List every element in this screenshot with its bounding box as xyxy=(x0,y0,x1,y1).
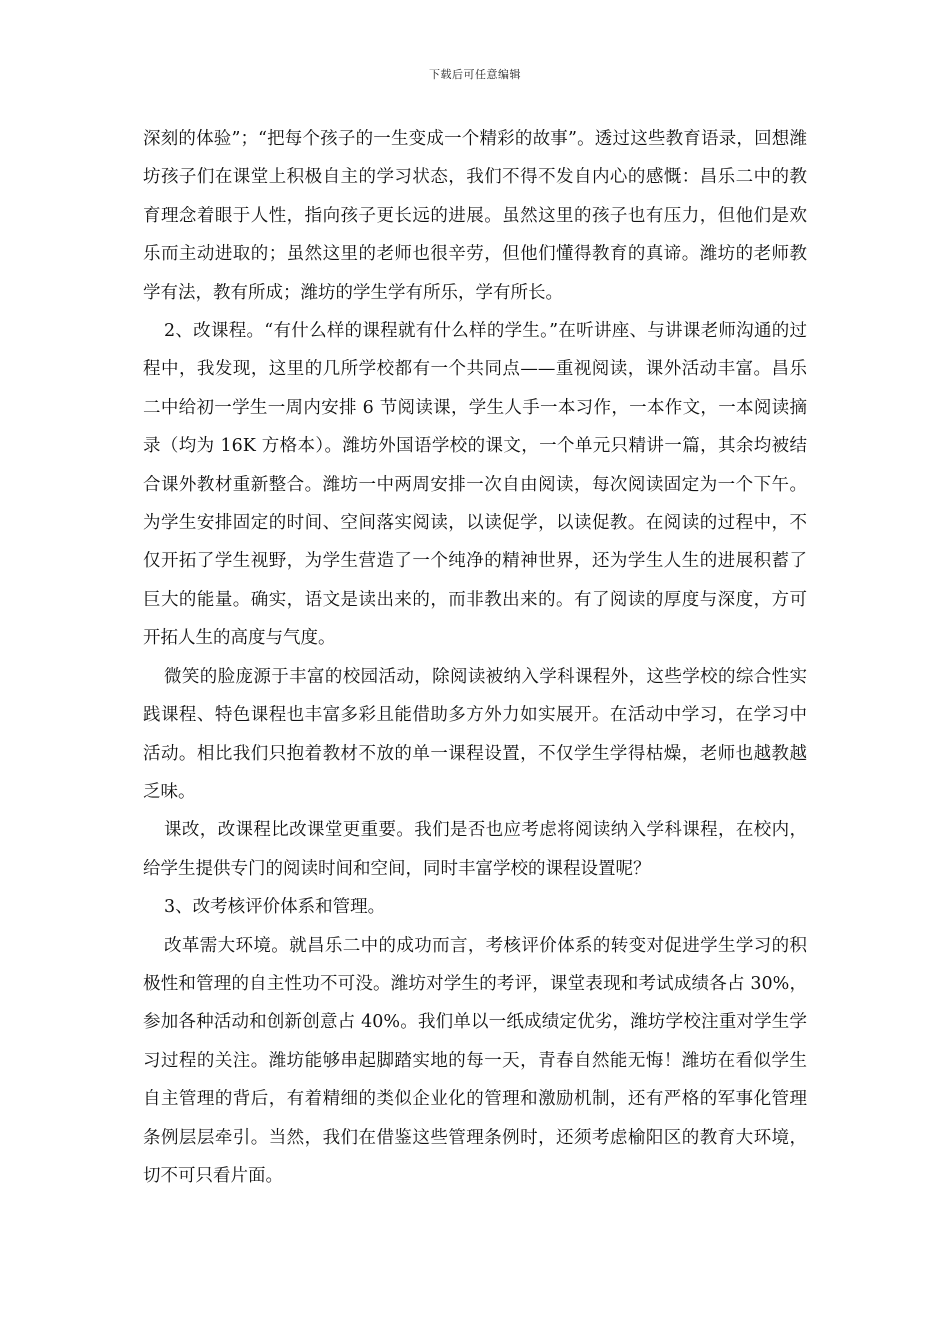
document-body xyxy=(143,120,807,1195)
paragraph-evaluation: 改革需大环境。就昌乐二中的成功而言，考核评价体系的转变对促进学生学习的积极性和管理的自主性功不可没。潍坊对学生的考评，课堂表现和考试成绩各占 30%，参加各种活动和创新创意占 40%。我们单以一纸成绩定优劣，潍坊学校注重对学生学习过程的关注。潍坊能够串起脚踏实地的每一天，青春自然能无悔！潍坊在看似学生自主管理的背后，有着精细的类似企业化的管理和激励机制，还有严格的军事化管理条例层层牵引。当然，我们在借鉴这些管理条例时，还须考虑榆阳区的教育大环境，切不可只看片面。 xyxy=(143,935,807,1186)
paragraph-curriculum: 2、改课程。“有什么样的课程就有什么样的学生。”在听讲座、与讲课老师沟通的过程中，我发现，这里的几所学校都有一个共同点——重视阅读，课外活动丰富。昌乐二中给初一学生一周内安排 6 节阅读课，学生人手一本习作，一本作文，一本阅读摘录（均为 16K 方格本）。潍坊外国语学校的课文，一个单元只精讲一篇，其余均被结合课外教材重新整合。潍坊一中两周安排一次自由阅读，每次阅读固定为一个下午。为学生安排固定的时间、空间落实阅读，以读促学，以读促教。在阅读的过程中，不仅开拓了学生视野，为学生营造了一个纯净的精神世界，还为学生人生的进展积蓄了巨大的能量。确实，语文是读出来的，而非教出来的。有了阅读的厚度与深度，方可开拓人生的高度与气度。 xyxy=(143,321,807,649)
paragraph-continuation: 深刻的体验”；“把每个孩子的一生变成一个精彩的故事”。透过这些教育语录，回想潍坊孩子们在课堂上积极自主的学习状态，我们不得不发自内心的感慨：昌乐二中的教育理念着眼于人性，指向孩子更长远的进展。虽然这里的孩子也有压力，但他们是欢乐而主动进取的；虽然这里的老师也很辛劳，但他们懂得教育的真谛。潍坊的老师教学有法，教有所成；潍坊的学生学有所乐，学有所长。 xyxy=(143,129,807,303)
paragraph-activities: 微笑的脸庞源于丰富的校园活动，除阅读被纳入学科课程外，这些学校的综合性实践课程、特色课程也丰富多彩且能借助多方外力如实展开。在活动中学习，在学习中活动。相比我们只抱着教材不放的单一课程设置，不仅学生学得枯燥，老师也越教越乏味。 xyxy=(143,666,807,802)
paragraph-curriculum-reform: 课改，改课程比改课堂更重要。我们是否也应考虑将阅读纳入学科课程，在校内，给学生提供专门的阅读时间和空间，同时丰富学校的课程设置呢？ xyxy=(143,820,807,879)
paragraph-heading-evaluation: 3、改考核评价体系和管理。 xyxy=(164,897,386,918)
header-note: 下载后可任意编辑 xyxy=(429,68,521,81)
